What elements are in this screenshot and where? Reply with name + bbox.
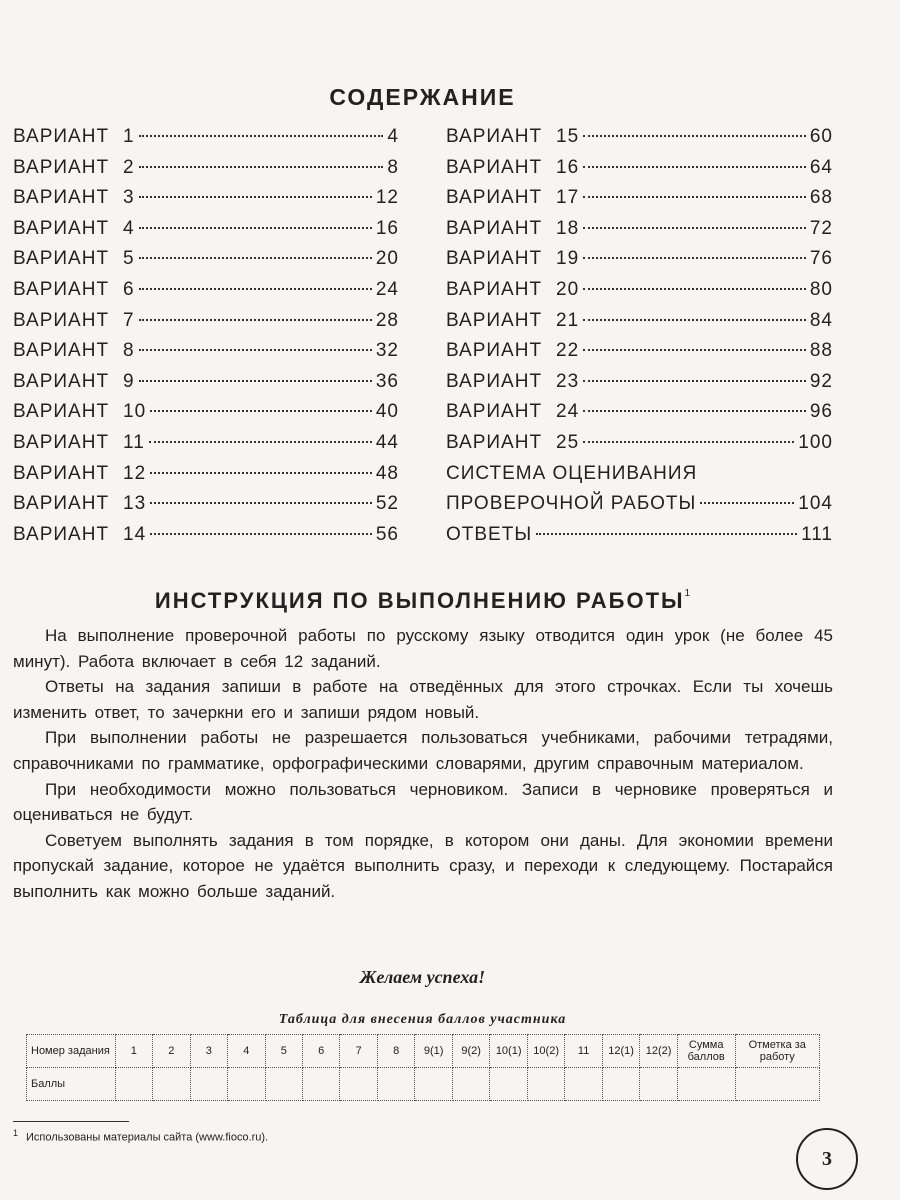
- score-column-header: 6: [303, 1035, 340, 1068]
- toc-title: СОДЕРЖАНИЕ: [329, 84, 516, 110]
- toc-system-label-2: ПРОВЕРОЧНОЙ РАБОТЫ: [446, 493, 697, 515]
- toc-leader-dots: [583, 166, 806, 168]
- toc-variant-number: 16: [556, 156, 580, 178]
- footnote-reference: 1: [684, 588, 691, 599]
- toc-page-number: 36: [375, 370, 399, 392]
- toc-entry[interactable]: [13, 432, 399, 463]
- toc-entry[interactable]: [13, 218, 399, 249]
- score-cell[interactable]: [677, 1068, 735, 1101]
- toc-variant-number: 2: [123, 156, 135, 178]
- toc-page-number: 60: [809, 126, 833, 147]
- score-cell[interactable]: [377, 1068, 414, 1101]
- toc-variant-number: 25: [556, 431, 580, 453]
- toc-page-number: 92: [809, 370, 833, 392]
- toc-page-number: 68: [809, 187, 833, 209]
- toc-entry[interactable]: [13, 340, 399, 371]
- toc-page-number: 20: [375, 248, 399, 270]
- toc-variant-label: ВАРИАНТ: [446, 217, 543, 239]
- toc-variant-label: ВАРИАНТ: [13, 401, 110, 423]
- score-column-header: 8: [377, 1035, 414, 1068]
- toc-leader-dots: [583, 380, 806, 382]
- toc-leader-dots: [150, 410, 372, 412]
- footnote-text: Использованы материалы сайта (www.fioco.ru).: [26, 1131, 269, 1144]
- footnote-mark: 1: [13, 1128, 19, 1138]
- toc-entry[interactable]: [13, 401, 399, 432]
- toc-entry-system-line1[interactable]: [446, 463, 833, 494]
- toc-leader-dots: [139, 257, 372, 259]
- toc-leader-dots: [150, 472, 372, 474]
- toc-leader-dots: [149, 441, 372, 443]
- toc-leader-dots: [139, 196, 372, 198]
- toc-entry[interactable]: [13, 463, 399, 494]
- score-column-header: 2: [153, 1035, 190, 1068]
- toc-variant-number: 20: [556, 278, 580, 300]
- toc-variant-label: ВАРИАНТ: [13, 126, 110, 147]
- toc-page-number: 52: [375, 493, 399, 515]
- toc-variant-label: ВАРИАНТ: [13, 156, 110, 178]
- toc-variant-number: 23: [556, 370, 580, 392]
- toc-entry[interactable]: [446, 126, 833, 157]
- toc-variant-label: ВАРИАНТ: [446, 187, 543, 209]
- toc-entry[interactable]: [13, 493, 399, 524]
- toc-variant-label: ВАРИАНТ: [13, 493, 110, 515]
- instructions-heading: [0, 588, 845, 614]
- score-table-points-row: [27, 1068, 820, 1101]
- toc-answers-label: ОТВЕТЫ: [446, 523, 533, 545]
- score-cell[interactable]: [153, 1068, 190, 1101]
- toc-page-number: 72: [809, 217, 833, 239]
- toc-entry[interactable]: [13, 126, 399, 157]
- toc-page-number: 64: [809, 156, 833, 178]
- instructions-heading-text: ИНСТРУКЦИЯ ПО ВЫПОЛНЕНИЮ РАБОТЫ: [154, 588, 685, 613]
- toc-variant-label: ВАРИАНТ: [446, 248, 543, 270]
- toc-entry[interactable]: [13, 157, 399, 188]
- toc-variant-number: 1: [123, 126, 135, 147]
- score-cell[interactable]: [228, 1068, 265, 1101]
- toc-entry[interactable]: [446, 218, 833, 249]
- score-column-header: 1: [115, 1035, 152, 1068]
- toc-variant-number: 15: [556, 126, 580, 147]
- toc-entry-answers[interactable]: [446, 524, 833, 555]
- toc-variant-label: ВАРИАНТ: [13, 340, 110, 362]
- score-cell[interactable]: [490, 1068, 527, 1101]
- toc-variant-number: 21: [556, 309, 580, 331]
- toc-variant-number: 17: [556, 187, 580, 209]
- toc-page-number: 104: [798, 493, 833, 515]
- toc-variant-label: ВАРИАНТ: [446, 340, 543, 362]
- footnote: [13, 1128, 268, 1144]
- toc-page-number: 48: [375, 462, 399, 484]
- toc-entry[interactable]: [13, 187, 399, 218]
- toc-page-number: 84: [809, 309, 833, 331]
- toc-variant-label: ВАРИАНТ: [13, 523, 110, 545]
- toc-leader-dots: [583, 288, 806, 290]
- toc-variant-number: 12: [123, 462, 147, 484]
- toc-entry[interactable]: [13, 279, 399, 310]
- toc-leader-dots: [139, 135, 384, 137]
- toc-leader-dots: [583, 349, 806, 351]
- toc-leader-dots: [583, 196, 806, 198]
- toc-variant-label: ВАРИАНТ: [13, 278, 110, 300]
- toc-page-number: 32: [375, 340, 399, 362]
- toc-leader-dots: [150, 502, 372, 504]
- toc-entry[interactable]: [446, 310, 833, 341]
- score-cell[interactable]: [602, 1068, 639, 1101]
- toc-variant-label: ВАРИАНТ: [446, 278, 543, 300]
- score-column-header: 12(2): [640, 1035, 677, 1068]
- toc-page-number: 28: [375, 309, 399, 331]
- toc-entry[interactable]: [446, 432, 833, 463]
- toc-variant-number: 7: [123, 309, 135, 331]
- score-cell[interactable]: [452, 1068, 489, 1101]
- toc-leader-dots: [139, 319, 372, 321]
- toc-leader-dots: [139, 288, 372, 290]
- toc-leader-dots: [139, 380, 372, 382]
- toc-page-number: 12: [375, 187, 399, 209]
- toc-page-number: 76: [809, 248, 833, 270]
- toc-variant-number: 18: [556, 217, 580, 239]
- toc-entry[interactable]: [13, 371, 399, 402]
- toc-system-label-1: СИСТЕМА ОЦЕНИВАНИЯ: [446, 462, 698, 484]
- score-column-header: Отметка за работу: [735, 1035, 819, 1068]
- score-cell[interactable]: [115, 1068, 152, 1101]
- score-column-header: Сумма баллов: [677, 1035, 735, 1068]
- toc-variant-number: 3: [123, 187, 135, 209]
- score-cell[interactable]: [565, 1068, 602, 1101]
- toc-variant-label: ВАРИАНТ: [446, 309, 543, 331]
- score-column-header: 4: [228, 1035, 265, 1068]
- toc-variant-label: ВАРИАНТ: [446, 431, 543, 453]
- instruction-paragraph: При необходимости можно пользоваться черновиком. Записи в черновике проверяться и оцениваться не будут.: [13, 779, 833, 825]
- toc-page-number: 16: [375, 217, 399, 239]
- toc-entry[interactable]: [446, 248, 833, 279]
- toc-page-number: 80: [809, 278, 833, 300]
- toc-entry[interactable]: [446, 340, 833, 371]
- toc-variant-number: 22: [556, 340, 580, 362]
- score-cell[interactable]: [735, 1068, 819, 1101]
- score-column-header: 7: [340, 1035, 377, 1068]
- toc-page-number: 8: [387, 156, 399, 178]
- toc-variant-label: ВАРИАНТ: [446, 156, 543, 178]
- toc-entry[interactable]: [13, 310, 399, 341]
- toc-variant-number: 13: [123, 493, 147, 515]
- score-column-header: 10(2): [527, 1035, 564, 1068]
- instruction-paragraph: Советуем выполнять задания в том порядке, в котором они даны. Для экономии времени пропускай задание, которое не удаётся выполнить сразу, и переходи к следующему. Постарайся выполнить как можно больше заданий.: [13, 830, 833, 901]
- toc-page-number: 96: [809, 401, 833, 423]
- score-cell[interactable]: [415, 1068, 452, 1101]
- toc-variant-label: ВАРИАНТ: [13, 462, 110, 484]
- score-column-header: 3: [190, 1035, 227, 1068]
- toc-leader-dots: [583, 135, 806, 137]
- toc-variant-label: ВАРИАНТ: [13, 370, 110, 392]
- page-number-badge: 3: [796, 1128, 858, 1190]
- score-cell[interactable]: [190, 1068, 227, 1101]
- toc-variant-label: ВАРИАНТ: [13, 431, 110, 453]
- toc-entry[interactable]: [446, 401, 833, 432]
- instruction-paragraph: При выполнении работы не разрешается пользоваться учебниками, рабочими тетрадями, справочниками по грамматике, орфографическими словарями, другим справочным материалом.: [13, 728, 833, 773]
- toc-entry-system[interactable]: [446, 493, 833, 524]
- toc-page-number: 24: [375, 278, 399, 300]
- score-table-title: Таблица для внесения баллов участника: [278, 1012, 567, 1027]
- score-column-header: 10(1): [490, 1035, 527, 1068]
- score-column-header: 9(1): [415, 1035, 452, 1068]
- score-column-header: 9(2): [452, 1035, 489, 1068]
- score-row-header: Номер задания: [27, 1035, 116, 1068]
- footnote-divider: [13, 1121, 129, 1122]
- toc-page-number: 56: [375, 523, 399, 545]
- toc-page-number: 4: [387, 126, 399, 147]
- score-table-header-row: [27, 1035, 820, 1068]
- instruction-paragraph: На выполнение проверочной работы по русскому языку отводится один урок (не более 45 минут). Работа включает в себя 12 заданий.: [13, 626, 833, 671]
- instruction-paragraph: Ответы на задания запиши в работе на отведённых для этого строчках. Если ты хочешь изменить ответ, то зачеркни его и запиши рядом новый.: [13, 677, 833, 722]
- good-luck-text: Желаем успеха!: [359, 967, 486, 987]
- toc-entry[interactable]: [446, 371, 833, 402]
- toc-page-number: 44: [375, 431, 399, 453]
- toc-variant-number: 9: [123, 370, 135, 392]
- score-row-label: Баллы: [27, 1068, 116, 1101]
- toc-leader-dots: [583, 410, 806, 412]
- toc-leader-dots: [700, 502, 794, 504]
- toc-leader-dots: [150, 533, 372, 535]
- toc-entry[interactable]: [13, 248, 399, 279]
- score-cell[interactable]: [340, 1068, 377, 1101]
- toc-leader-dots: [536, 533, 797, 535]
- toc-page-number: 111: [801, 523, 833, 545]
- instructions-body: [13, 623, 833, 905]
- score-cell[interactable]: [303, 1068, 340, 1101]
- toc-variant-label: ВАРИАНТ: [13, 309, 110, 331]
- toc-entry[interactable]: [446, 157, 833, 188]
- toc-variant-number: 11: [123, 431, 145, 453]
- score-cell[interactable]: [527, 1068, 564, 1101]
- toc-variant-number: 14: [123, 523, 147, 545]
- toc-entry[interactable]: [446, 279, 833, 310]
- toc-leader-dots: [583, 441, 794, 443]
- toc-variant-number: 5: [123, 248, 135, 270]
- toc-left-column: [13, 126, 399, 554]
- score-cell[interactable]: [640, 1068, 677, 1101]
- score-column-header: 12(1): [602, 1035, 639, 1068]
- toc-page-number: 88: [809, 340, 833, 362]
- score-cell[interactable]: [265, 1068, 302, 1101]
- toc-variant-label: ВАРИАНТ: [446, 370, 543, 392]
- toc-leader-dots: [583, 257, 806, 259]
- toc-entry[interactable]: [446, 187, 833, 218]
- toc-entry[interactable]: [13, 524, 399, 555]
- toc-leader-dots: [583, 227, 806, 229]
- score-column-header: 11: [565, 1035, 602, 1068]
- toc-leader-dots: [139, 349, 372, 351]
- toc-variant-number: 19: [556, 248, 580, 270]
- toc-variant-number: 24: [556, 401, 580, 423]
- toc-variant-number: 6: [123, 278, 135, 300]
- toc-variant-number: 8: [123, 340, 135, 362]
- score-column-header: 5: [265, 1035, 302, 1068]
- toc-variant-label: ВАРИАНТ: [13, 248, 110, 270]
- toc-variant-label: ВАРИАНТ: [446, 401, 543, 423]
- toc-leader-dots: [139, 227, 372, 229]
- toc-page-number: 40: [375, 401, 399, 423]
- toc-variant-number: 4: [123, 217, 135, 239]
- toc-variant-label: ВАРИАНТ: [446, 126, 543, 147]
- toc-right-column: [446, 126, 833, 554]
- toc-leader-dots: [583, 319, 806, 321]
- score-table: [26, 1034, 820, 1101]
- toc-variant-label: ВАРИАНТ: [13, 187, 110, 209]
- toc-page-number: 100: [798, 431, 833, 453]
- toc-leader-dots: [139, 166, 384, 168]
- toc-variant-number: 10: [123, 401, 147, 423]
- toc-variant-label: ВАРИАНТ: [13, 217, 110, 239]
